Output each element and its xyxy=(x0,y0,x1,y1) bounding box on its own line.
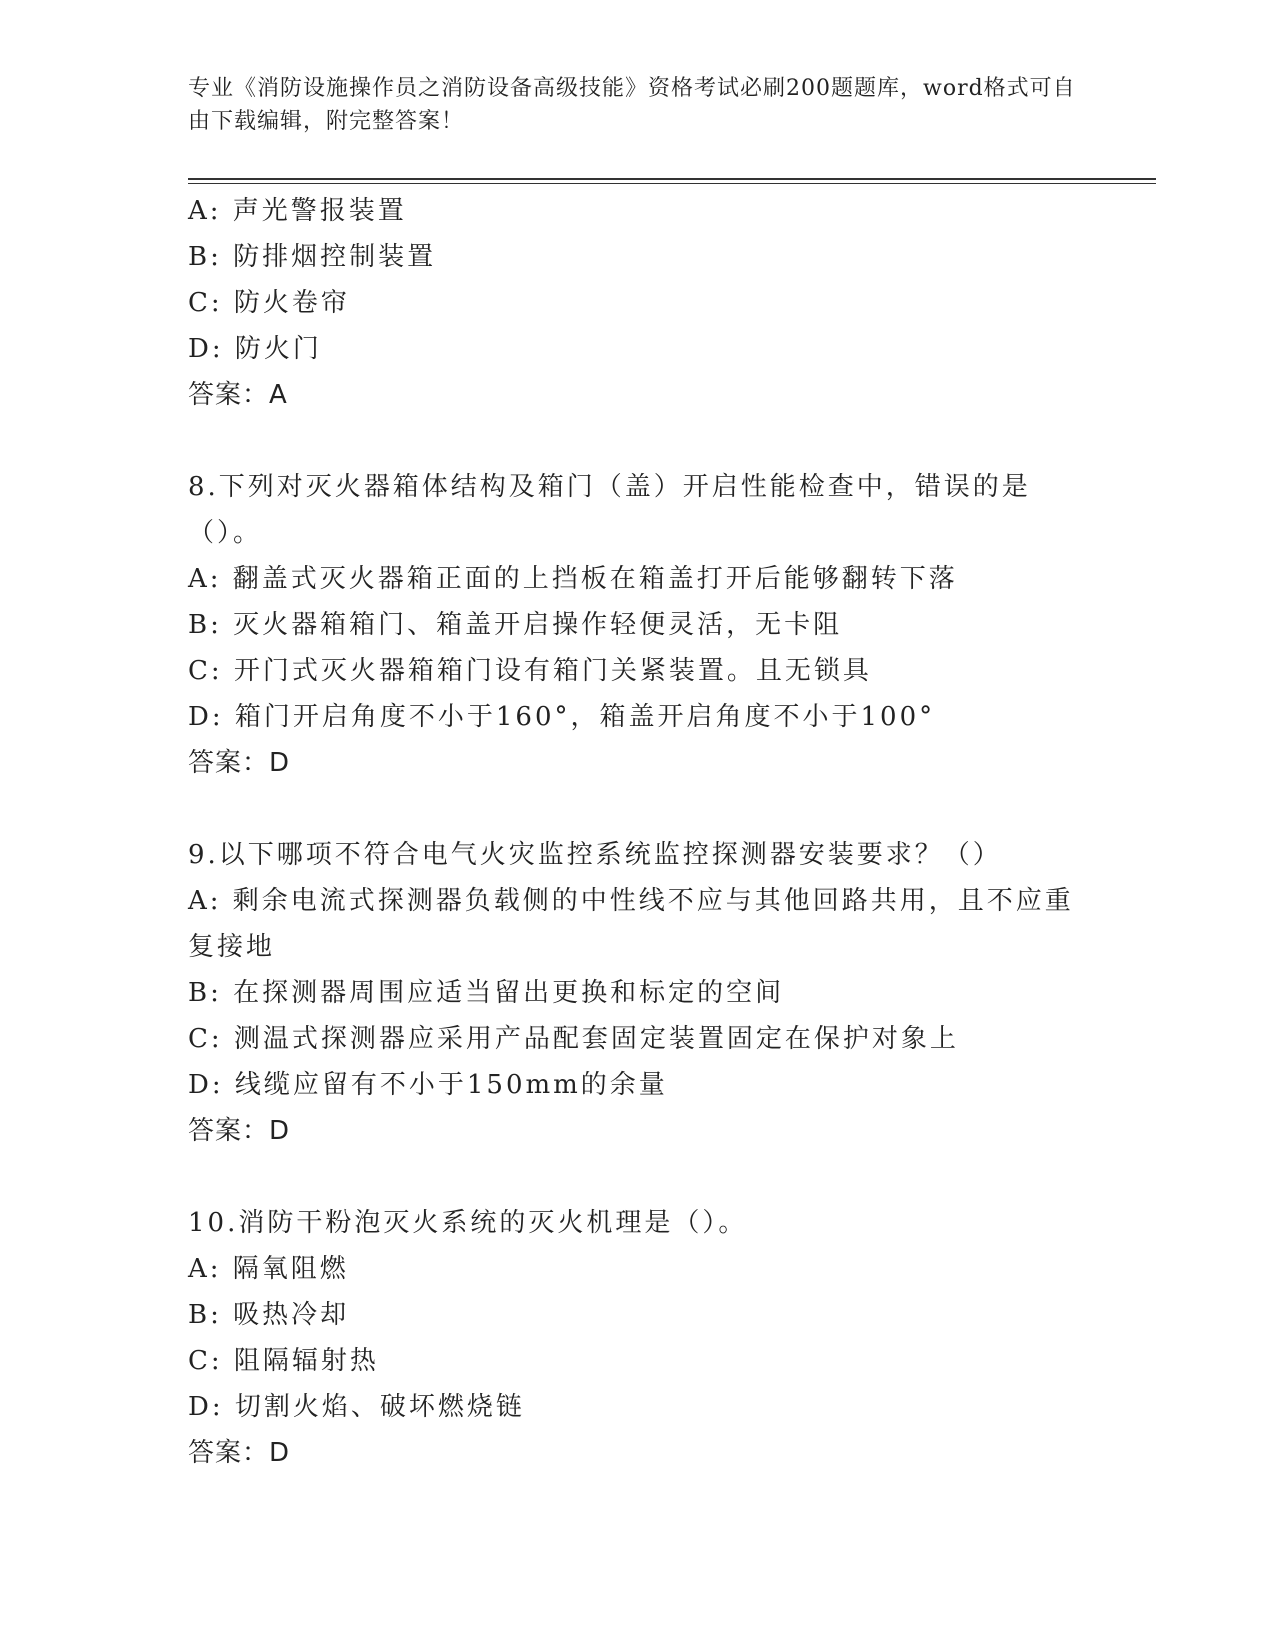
question-8 xyxy=(188,464,1088,786)
option-b: B: 在探测器周围应适当留出更换和标定的空间 xyxy=(188,978,785,1008)
question-10 xyxy=(188,1200,1088,1476)
option-a: A: 翻盖式灭火器箱正面的上挡板在箱盖打开后能够翻转下落 xyxy=(188,564,958,594)
option-d: D: 切割火焰、破坏燃烧链 xyxy=(188,1392,525,1422)
answer: 答案：D xyxy=(188,748,291,778)
answer: 答案：D xyxy=(188,1438,291,1468)
option-d: D: 箱门开启角度不小于160°，箱盖开启角度不小于100° xyxy=(188,702,936,732)
question-7 xyxy=(188,188,1088,418)
spacer xyxy=(188,786,1088,832)
question-stem: 10.消防干粉泡灭火系统的灭火机理是（）。 xyxy=(188,1208,748,1238)
option-c: C: 阻隔辐射热 xyxy=(188,1346,379,1376)
header-rule-thin xyxy=(188,183,1156,184)
question-list xyxy=(188,188,1088,1476)
option-a: A: 声光警报装置 xyxy=(188,196,407,226)
option-d: D: 防火门 xyxy=(188,334,322,364)
header-rule-thick xyxy=(188,178,1156,180)
option-c: C: 防火卷帘 xyxy=(188,288,350,318)
option-d: D: 线缆应留有不小于150mm的余量 xyxy=(188,1070,668,1100)
answer: 答案：D xyxy=(188,1116,291,1146)
option-c: C: 测温式探测器应采用产品配套固定装置固定在保护对象上 xyxy=(188,1024,959,1054)
option-a: A: 隔氧阻燃 xyxy=(188,1254,349,1284)
spacer xyxy=(188,1154,1088,1200)
question-stem: 8.下列对灭火器箱体结构及箱门（盖）开启性能检查中，错误的是（）。 xyxy=(188,472,1031,548)
option-b: B: 防排烟控制装置 xyxy=(188,242,437,272)
option-c: C: 开门式灭火器箱箱门设有箱门关紧装置。且无锁具 xyxy=(188,656,872,686)
spacer xyxy=(188,418,1088,464)
option-b: B: 灭火器箱箱门、箱盖开启操作轻便灵活，无卡阻 xyxy=(188,610,843,640)
option-a: A: 剩余电流式探测器负载侧的中性线不应与其他回路共用，且不应重复接地 xyxy=(188,886,1074,962)
question-9 xyxy=(188,832,1088,1154)
answer: 答案：A xyxy=(188,380,288,410)
option-b: B: 吸热冷却 xyxy=(188,1300,350,1330)
document-header: 专业《消防设施操作员之消防设备高级技能》资格考试必刷200题题库，word格式可自由下载编辑，附完整答案！ xyxy=(188,76,1076,134)
question-stem: 9.以下哪项不符合电气火灾监控系统监控探测器安装要求？（） xyxy=(188,840,1002,870)
